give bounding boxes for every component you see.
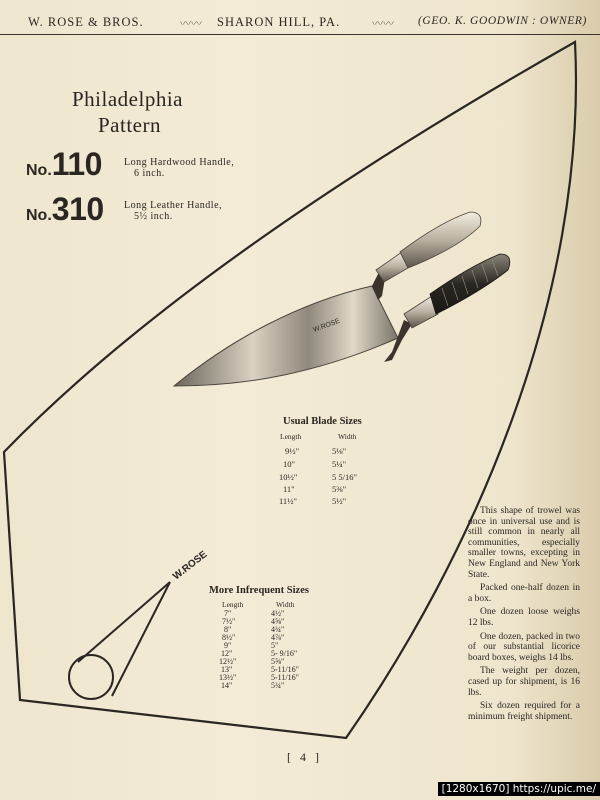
usual-width-cell: 5 5/16": [332, 472, 357, 482]
handle-end-circle: [69, 655, 113, 699]
product-description-310: [124, 200, 222, 222]
usual-col-width: Width: [338, 432, 357, 441]
product-prefix: No.: [26, 162, 52, 179]
infrequent-width-cell: 5¾": [271, 681, 285, 690]
usual-width-cell: 5⅛": [332, 446, 347, 456]
infrequent-width-cell: 4¾": [271, 625, 285, 634]
side-paragraph: This shape of trowel was once in universal use and is still common in nearly all communities, especially smaller towns, excepting in New England and New York State.: [468, 506, 580, 580]
usual-length-cell: 11": [283, 484, 295, 494]
description-line: 6 inch.: [134, 168, 165, 179]
infrequent-width-cell: 4½": [271, 609, 285, 618]
product-number: 110: [51, 146, 102, 182]
description-line: 5½ inch.: [134, 211, 173, 222]
description-line: Long Hardwood Handle,: [124, 157, 235, 168]
side-paragraph: One dozen loose weighs 12 lbs.: [468, 607, 580, 628]
usual-length-cell: 10": [283, 459, 295, 469]
header-ornament-left: 〰〰: [180, 18, 202, 30]
infrequent-width-cell: 5⅝": [271, 657, 285, 666]
infrequent-length-cell: 13": [221, 665, 233, 674]
usual-width-cell: 5¼": [332, 459, 347, 469]
handle-line-upper: [78, 582, 170, 662]
infrequent-width-cell: 5-11/16": [271, 665, 299, 674]
trowel-leather-handle: [430, 254, 510, 314]
usual-width-cell: 5½": [332, 496, 347, 506]
infrequent-length-cell: 7": [224, 609, 232, 618]
infrequent-length-cell: 9": [224, 641, 232, 650]
header-ornament-right: 〰〰: [372, 18, 394, 30]
page-number: [ 4 ]: [287, 750, 322, 764]
product-description-110: [124, 157, 234, 179]
handle-line-lower: [112, 582, 170, 696]
product-number-310: [26, 191, 104, 228]
infrequent-length-cell: 14": [221, 681, 233, 690]
header-company: W. ROSE & BROS.: [28, 15, 144, 29]
description-line: Long Leather Handle,: [124, 200, 223, 211]
infrequent-col-width: Width: [276, 600, 295, 609]
infrequent-length-cell: 13½": [219, 673, 237, 682]
title-line-1: Philadelphia: [72, 87, 183, 111]
infrequent-length-cell: 7½": [222, 617, 236, 626]
product-number-110: [26, 146, 102, 183]
header-owner: (GEO. K. GOODWIN : OWNER): [418, 15, 587, 27]
trowel-blade: [174, 286, 398, 386]
header-location: SHARON HILL, PA.: [217, 15, 341, 29]
infrequent-length-cell: 8½": [222, 633, 236, 642]
usual-length-cell: 11½": [279, 496, 298, 506]
infrequent-width-cell: 5- 9/16": [271, 649, 298, 658]
side-paragraph: The weight per dozen, cased up for shipment, is 16 lbs.: [468, 666, 580, 698]
infrequent-length-cell: 12": [221, 649, 233, 658]
usual-length-cell: 10½": [279, 472, 298, 482]
infrequent-col-length: Length: [222, 600, 244, 609]
side-description: [468, 506, 580, 725]
infrequent-length-cell: 12½": [219, 657, 237, 666]
image-watermark: [1280x1670] https://upic.me/: [438, 782, 600, 796]
side-paragraph: One dozen, packed in two of our substantial licorice board boxes, weighs 14 lbs.: [468, 631, 580, 663]
usual-length-cell: 9½": [285, 446, 300, 456]
trowel-stamp: W.ROSE: [312, 317, 342, 334]
diagram-stamp: W.ROSE: [171, 549, 210, 583]
infrequent-sizes-title: More Infrequent Sizes: [209, 585, 309, 596]
infrequent-width-cell: 4⅝": [271, 617, 285, 626]
title-line-2: Pattern: [98, 113, 161, 137]
side-paragraph: Packed one-half dozen in a box.: [468, 583, 580, 604]
infrequent-width-cell: 4⅞": [271, 633, 285, 642]
usual-col-length: Length: [280, 432, 302, 441]
usual-width-cell: 5⅜": [332, 484, 347, 494]
usual-sizes-title: Usual Blade Sizes: [283, 416, 362, 427]
infrequent-width-cell: 5-11/16": [271, 673, 299, 682]
infrequent-length-cell: 8": [224, 625, 232, 634]
product-prefix: No.: [26, 207, 52, 224]
trowel-wood-handle: [400, 212, 481, 268]
infrequent-width-cell: 5": [271, 641, 279, 650]
product-number: 310: [51, 191, 104, 227]
side-paragraph: Six dozen required for a minimum freight shipment.: [468, 701, 580, 722]
